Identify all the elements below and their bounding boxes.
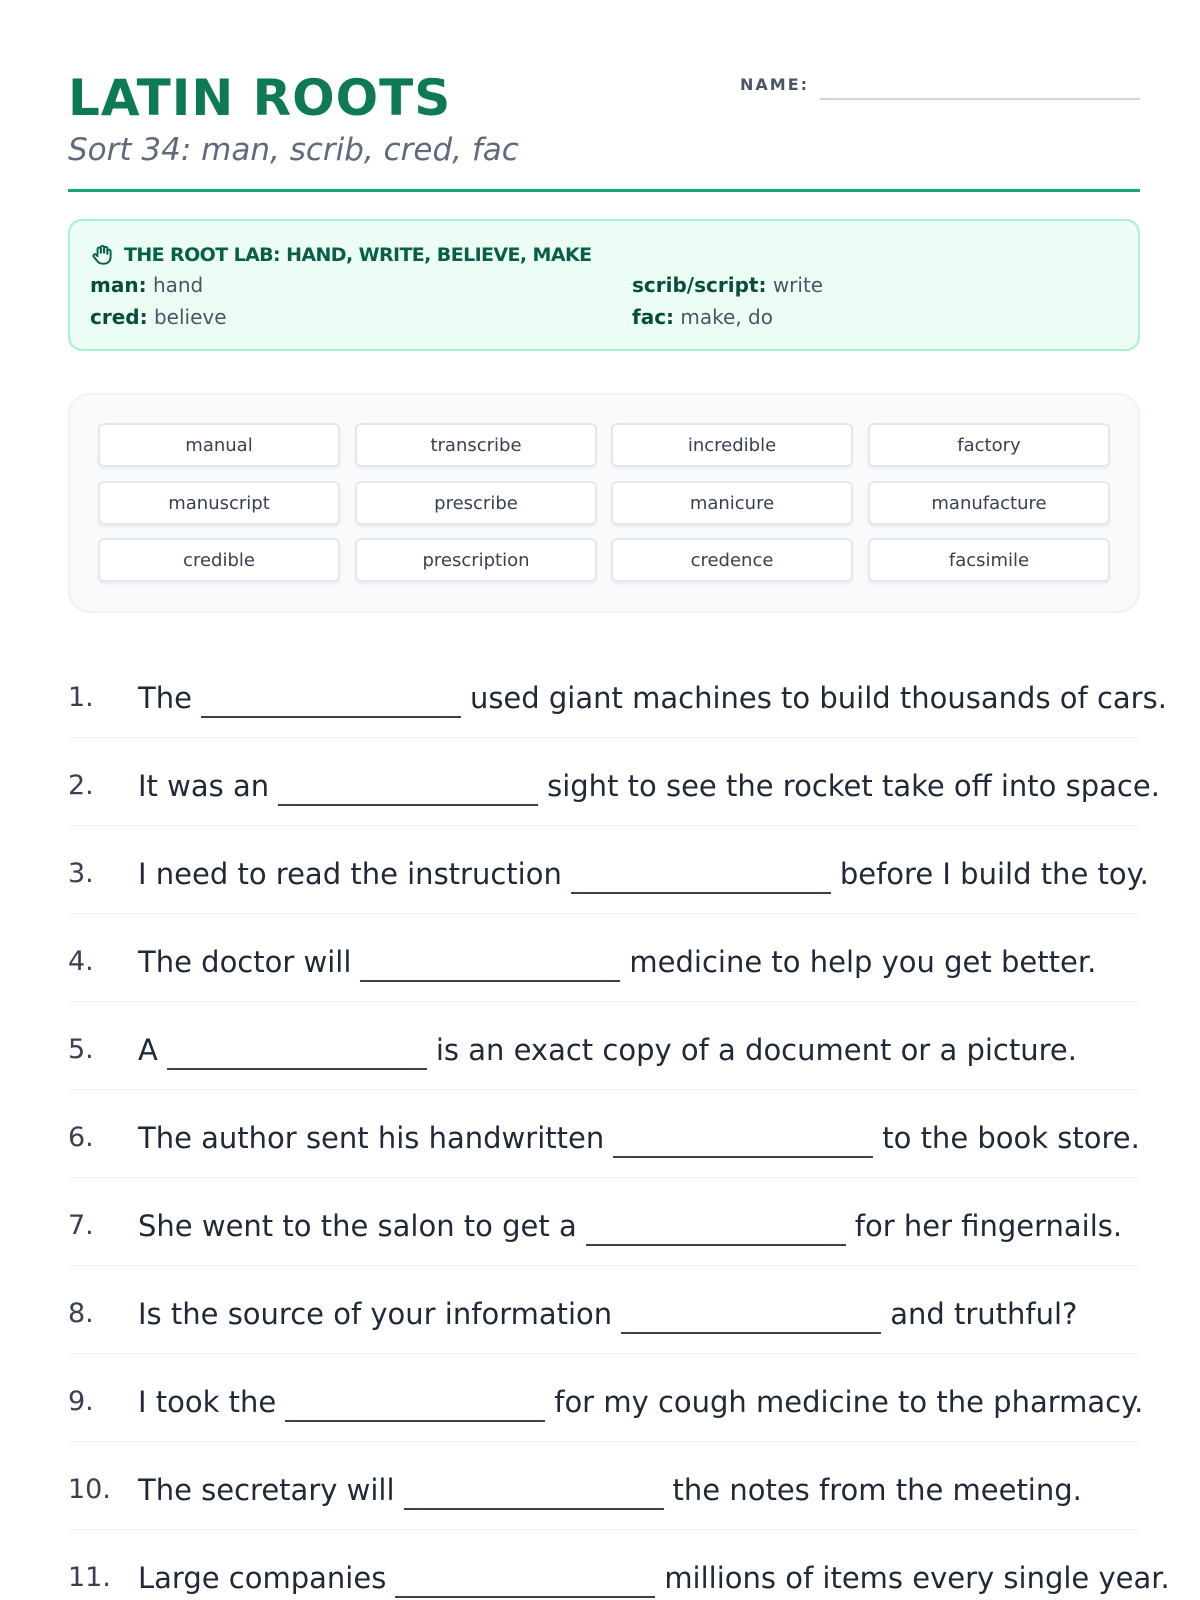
question-item bbox=[68, 1530, 1170, 1600]
sentence-end: and truthful? bbox=[890, 1297, 1078, 1331]
sentence-start: The author sent his handwritten bbox=[138, 1121, 605, 1155]
sentence-end: sight to see the rocket take off into space. bbox=[547, 769, 1160, 803]
word-bank bbox=[68, 393, 1140, 613]
sentence-end: is an exact copy of a document or a picture. bbox=[435, 1033, 1077, 1067]
sentence-start: The bbox=[138, 681, 192, 715]
word-tile[interactable]: transcribe bbox=[355, 423, 597, 467]
answer-blank[interactable] bbox=[167, 1040, 427, 1070]
question-number: 2. bbox=[68, 770, 94, 801]
question-sentence bbox=[138, 1206, 1122, 1246]
sentence-start: She went to the salon to get a bbox=[138, 1209, 577, 1243]
question-sentence bbox=[138, 1470, 1082, 1510]
question-number: 10. bbox=[68, 1474, 111, 1505]
question-number: 8. bbox=[68, 1298, 94, 1329]
word-tile[interactable]: prescription bbox=[355, 538, 597, 582]
root-scrib bbox=[632, 271, 823, 299]
sentence-start: Is the source of your information bbox=[138, 1297, 613, 1331]
sentence-end: millions of items every single year. bbox=[664, 1561, 1170, 1595]
question-item bbox=[68, 1266, 1140, 1354]
word-tile[interactable]: credible bbox=[98, 538, 340, 582]
root-term: cred: bbox=[90, 305, 148, 329]
root-lab-panel bbox=[68, 219, 1140, 351]
root-meaning: make, do bbox=[680, 305, 773, 329]
sentence-end: for her fingernails. bbox=[854, 1209, 1123, 1243]
question-item bbox=[68, 1178, 1140, 1266]
question-number: 5. bbox=[68, 1034, 94, 1065]
question-sentence bbox=[138, 1558, 1170, 1598]
question-sentence bbox=[138, 766, 1160, 806]
question-sentence bbox=[138, 678, 1167, 718]
question-sentence bbox=[138, 1294, 1077, 1334]
word-tile[interactable]: manufacture bbox=[868, 481, 1110, 525]
sentence-end: used giant machines to build thousands of cars. bbox=[469, 681, 1167, 715]
root-cred bbox=[90, 303, 227, 331]
word-tile[interactable]: prescribe bbox=[355, 481, 597, 525]
question-number: 6. bbox=[68, 1122, 94, 1153]
answer-blank[interactable] bbox=[360, 952, 620, 982]
question-item bbox=[68, 826, 1149, 914]
page-subtitle: Sort 34: man, scrib, cred, fac bbox=[68, 132, 519, 168]
root-lab-heading bbox=[90, 241, 591, 269]
sentence-end: for my cough medicine to the pharmacy. bbox=[554, 1385, 1144, 1419]
sentence-start: A bbox=[138, 1033, 158, 1067]
answer-blank[interactable] bbox=[586, 1216, 846, 1246]
question-number: 1. bbox=[68, 682, 94, 713]
sentence-start: I took the bbox=[138, 1385, 277, 1419]
sentence-end: to the book store. bbox=[882, 1121, 1140, 1155]
question-list bbox=[68, 650, 1170, 1600]
root-lab-title: THE ROOT LAB: HAND, WRITE, BELIEVE, MAKE bbox=[124, 244, 592, 266]
answer-blank[interactable] bbox=[201, 688, 461, 718]
question-sentence bbox=[138, 1382, 1143, 1422]
word-tile[interactable]: factory bbox=[868, 423, 1110, 467]
answer-blank[interactable] bbox=[621, 1304, 881, 1334]
question-sentence bbox=[138, 854, 1149, 894]
sentence-start: It was an bbox=[138, 769, 270, 803]
root-man bbox=[90, 271, 203, 299]
question-sentence bbox=[138, 1030, 1077, 1070]
sentence-end: the notes from the meeting. bbox=[672, 1473, 1082, 1507]
question-item bbox=[68, 1442, 1140, 1530]
sentence-start: Large companies bbox=[138, 1561, 387, 1595]
answer-blank[interactable] bbox=[613, 1128, 873, 1158]
root-meaning: believe bbox=[153, 305, 227, 329]
root-term: fac: bbox=[632, 305, 675, 329]
word-tile[interactable]: facsimile bbox=[868, 538, 1110, 582]
worksheet-header bbox=[68, 64, 1140, 192]
sentence-end: before I build the toy. bbox=[839, 857, 1149, 891]
question-item bbox=[68, 914, 1140, 1002]
question-number: 7. bbox=[68, 1210, 94, 1241]
word-tile[interactable]: manuscript bbox=[98, 481, 340, 525]
answer-blank[interactable] bbox=[571, 864, 831, 894]
question-number: 4. bbox=[68, 946, 94, 977]
root-meaning: write bbox=[772, 273, 824, 297]
question-item bbox=[68, 738, 1160, 826]
page-title: LATIN ROOTS bbox=[68, 69, 452, 127]
root-meaning: hand bbox=[152, 273, 204, 297]
root-fac bbox=[632, 303, 773, 331]
root-term: scrib/script: bbox=[632, 273, 767, 297]
sentence-end: medicine to help you get better. bbox=[629, 945, 1097, 979]
question-number: 9. bbox=[68, 1386, 94, 1417]
answer-blank[interactable] bbox=[395, 1568, 655, 1598]
word-tile[interactable]: manicure bbox=[611, 481, 853, 525]
root-term: man: bbox=[90, 273, 147, 297]
question-item bbox=[68, 1354, 1144, 1442]
question-number: 3. bbox=[68, 858, 94, 889]
answer-blank[interactable] bbox=[285, 1392, 545, 1422]
question-item bbox=[68, 1090, 1140, 1178]
name-field[interactable] bbox=[820, 98, 1140, 100]
word-tile[interactable]: incredible bbox=[611, 423, 853, 467]
sentence-start: The doctor will bbox=[138, 945, 352, 979]
answer-blank[interactable] bbox=[278, 776, 538, 806]
sentence-start: I need to read the instruction bbox=[138, 857, 562, 891]
question-item bbox=[68, 650, 1167, 738]
word-tile[interactable]: credence bbox=[611, 538, 853, 582]
name-label: NAME: bbox=[740, 75, 810, 94]
question-item bbox=[68, 1002, 1140, 1090]
word-tile[interactable]: manual bbox=[98, 423, 340, 467]
answer-blank[interactable] bbox=[404, 1480, 664, 1510]
hand-icon bbox=[90, 242, 116, 268]
sentence-start: The secretary will bbox=[138, 1473, 395, 1507]
question-number: 11. bbox=[68, 1562, 111, 1593]
question-sentence bbox=[138, 942, 1096, 982]
question-sentence bbox=[138, 1118, 1140, 1158]
